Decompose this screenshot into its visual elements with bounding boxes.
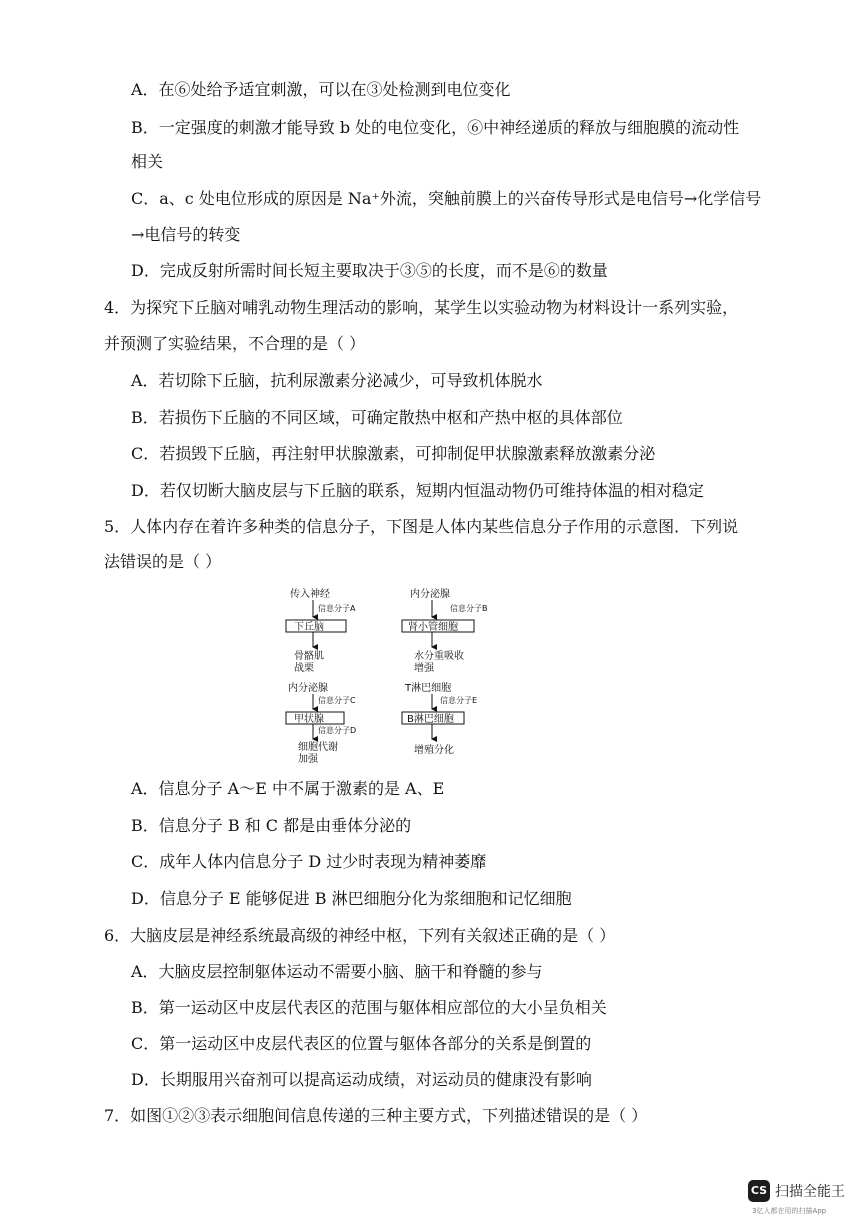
q5-option-a: A．信息分子 A～E 中不属于激素的是 A、E <box>131 779 445 798</box>
q3-option-a: A．在⑥处给予适宜刺激，可以在③处检测到电位变化 <box>131 80 511 99</box>
q6-option-c: C．第一运动区中皮层代表区的位置与躯体各部分的关系是倒置的 <box>131 1034 592 1053</box>
q4-option-a: A．若切除下丘脑，抗利尿激素分泌减少，可导致机体脱水 <box>131 371 543 390</box>
q3-option-d: D．完成反射所需时间长短主要取决于③⑤的长度，而不是⑥的数量 <box>131 261 608 280</box>
q6-option-d: D．长期服用兴奋剂可以提高运动成绩，对运动员的健康没有影响 <box>131 1070 592 1089</box>
diagram-p3-box-label: 甲状腺 <box>294 714 324 725</box>
diagram-p4-signal: 信息分子E <box>440 696 478 705</box>
q4-stem: 4．为探究下丘脑对哺乳动物生理活动的影响，某学生以实验动物为材料设计一系列实验， <box>104 298 739 317</box>
diagram-p3-out2: 加强 <box>298 754 318 765</box>
signal-molecule-diagram <box>280 585 510 765</box>
q3-option-c: C．a、c 处电位形成的原因是 Na⁺外流，突触前膜上的兴奋传导形式是电信号→化学信号 <box>131 189 762 208</box>
diagram-p1-out2: 战栗 <box>294 663 314 674</box>
q3-option-c-cont: →电信号的转变 <box>131 225 241 244</box>
diagram-p4-out: 增殖分化 <box>414 745 454 756</box>
diagram-p2-top: 内分泌腺 <box>410 589 450 600</box>
diagram-p1-signal: 信息分子A <box>318 604 356 613</box>
q5-option-d: D．信息分子 E 能够促进 B 淋巴细胞分化为浆细胞和记忆细胞 <box>131 889 572 908</box>
q3-option-b-cont: 相关 <box>131 152 164 171</box>
diagram-p2-box-label: 肾小管细胞 <box>408 622 458 633</box>
q3-option-b: B．一定强度的刺激才能导致 b 处的电位变化，⑥中神经递质的释放与细胞膜的流动性 <box>131 118 740 137</box>
diagram-p1-box-label: 下丘脑 <box>294 622 324 633</box>
q4-option-d: D．若仅切断大脑皮层与下丘脑的联系，短期内恒温动物仍可维持体温的相对稳定 <box>131 481 704 500</box>
diagram-p3-top: 内分泌腺 <box>288 683 328 694</box>
camscanner-watermark <box>748 1180 858 1220</box>
q6-stem: 6．大脑皮层是神经系统最高级的神经中枢，下列有关叙述正确的是（ ） <box>104 926 616 945</box>
q5-option-c: C．成年人体内信息分子 D 过少时表现为精神萎靡 <box>131 852 487 871</box>
diagram-p4-box-label: B淋巴细胞 <box>407 714 454 725</box>
q7-stem: 7．如图①②③表示细胞间信息传递的三种主要方式，下列描述错误的是（ ） <box>104 1106 648 1125</box>
diagram-p1-top: 传入神经 <box>290 589 330 600</box>
diagram-p4-top: T淋巴细胞 <box>405 683 452 694</box>
diagram-p2-out1: 水分重吸收 <box>414 651 464 662</box>
diagram-p3-signal1: 信息分子C <box>318 696 356 705</box>
diagram-p3-signal2: 信息分子D <box>318 726 357 735</box>
camscanner-app-name: 扫描全能王 <box>775 1184 845 1200</box>
camscanner-logo-icon: CS <box>748 1180 770 1202</box>
camscanner-tagline: 3亿人都在用的扫描App <box>752 1207 827 1215</box>
diagram-p2-out2: 增强 <box>414 663 434 674</box>
q5-stem: 5．人体内存在着许多种类的信息分子，下图是人体内某些信息分子作用的示意图．下列说 <box>104 517 739 536</box>
q6-option-a: A．大脑皮层控制躯体运动不需要小脑、脑干和脊髓的参与 <box>131 962 543 981</box>
q4-option-b: B．若损伤下丘脑的不同区域，可确定散热中枢和产热中枢的具体部位 <box>131 408 623 427</box>
q4-stem-cont: 并预测了实验结果，不合理的是（ ） <box>104 334 366 353</box>
diagram-p2-signal: 信息分子B <box>450 604 488 613</box>
diagram-p3-out1: 细胞代谢 <box>298 742 338 753</box>
q5-option-b: B．信息分子 B 和 C 都是由垂体分泌的 <box>131 816 412 835</box>
q4-option-c: C．若损毁下丘脑，再注射甲状腺激素，可抑制促甲状腺激素释放激素分泌 <box>131 444 656 463</box>
q5-stem-cont: 法错误的是（ ） <box>104 552 222 571</box>
q6-option-b: B．第一运动区中皮层代表区的范围与躯体相应部位的大小呈负相关 <box>131 998 607 1017</box>
diagram-p1-out1: 骨骼肌 <box>294 651 324 662</box>
